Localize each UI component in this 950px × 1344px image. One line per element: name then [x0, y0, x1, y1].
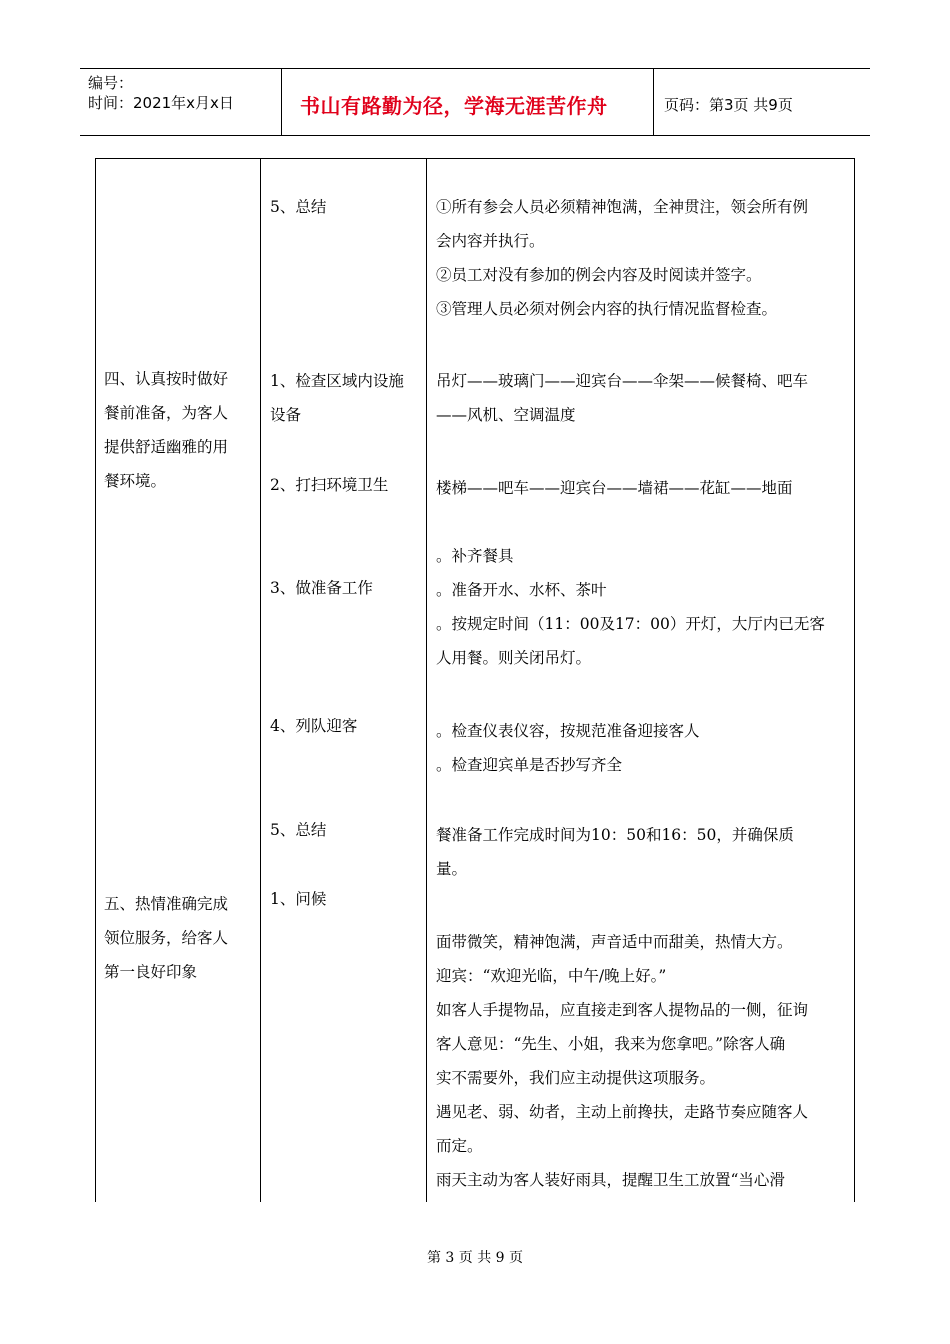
header-divider-left [281, 68, 282, 136]
step-summary-a: 5、总结 [270, 198, 327, 216]
header-top-rule [80, 68, 870, 69]
column-divider-2 [426, 158, 427, 1202]
step-line-up: 4、列队迎客 [270, 717, 358, 735]
page-footer: 第 3 页 共 9 页 [426, 1250, 524, 1266]
step-prepare: 3、做准备工作 [270, 579, 373, 597]
section-5-title: 五、热情准确完成 领位服务，给客人 第一良好印象 [104, 895, 229, 981]
detail-check-area: 吊灯——玻璃门——迎宾台——伞架——候餐椅、吧车 ——风机、空调温度 [436, 372, 809, 424]
page-code: 页码：第3页 共9页 [664, 96, 793, 114]
detail-prepare: 。补齐餐具 。准备开水、水杯、茶叶 。按规定时间（11：00及17：00）开灯，大厅内已无客 人用餐。则关闭吊灯。 [436, 547, 825, 667]
step-summary-b: 5、总结 [270, 821, 327, 839]
step-clean: 2、打扫环境卫生 [270, 476, 389, 494]
detail-summary-a: ①所有参会人员必须精神饱满，全神贯注，领会所有例 会内容并执行。 ②员工对没有参加的例会内容及时阅读并签字。 ③管理人员必须对例会内容的执行情况监督检查。 [436, 198, 809, 318]
section-4-title: 四、认真按时做好 餐前准备，为客人 提供舒适幽雅的用 餐环境。 [104, 370, 229, 490]
header-divider-right [653, 68, 654, 136]
detail-line-up: 。检查仪表仪容，按规范准备迎接客人 。检查迎宾单是否抄写齐全 [436, 722, 700, 774]
detail-greet: 面带微笑，精神饱满，声音适中而甜美，热情大方。 迎宾：“欢迎光临，中午/晚上好。” 如客人手提物品，应直接走到客人提物品的一侧，征询 客人意见：“先生、小姐，我来为您拿吧。”除客人确 实不需要外，我们应主动提供这项服务。 遇见老、弱、幼者，主动上前搀扶，走路节奏应随客人 而定。 雨天主动为客人装好雨具，提醒卫生工放置“当心滑 [436, 933, 809, 1189]
header-bottom-rule [80, 135, 870, 136]
header-motto: 书山有路勤为径，学海无涯苦作舟 [300, 94, 608, 118]
detail-clean: 楼梯——吧车——迎宾台——墙裙——花缸——地面 [436, 479, 793, 497]
step-check-area: 1、检查区域内设施 设备 [270, 372, 404, 424]
serial-label: 编号： [88, 74, 134, 92]
detail-summary-b: 餐准备工作完成时间为10：50和16：50，并确保质 量。 [436, 826, 794, 878]
column-divider-1 [260, 158, 261, 1202]
step-greet: 1、问候 [270, 890, 327, 908]
time-label: 时间：2021年x月x日 [88, 94, 234, 112]
